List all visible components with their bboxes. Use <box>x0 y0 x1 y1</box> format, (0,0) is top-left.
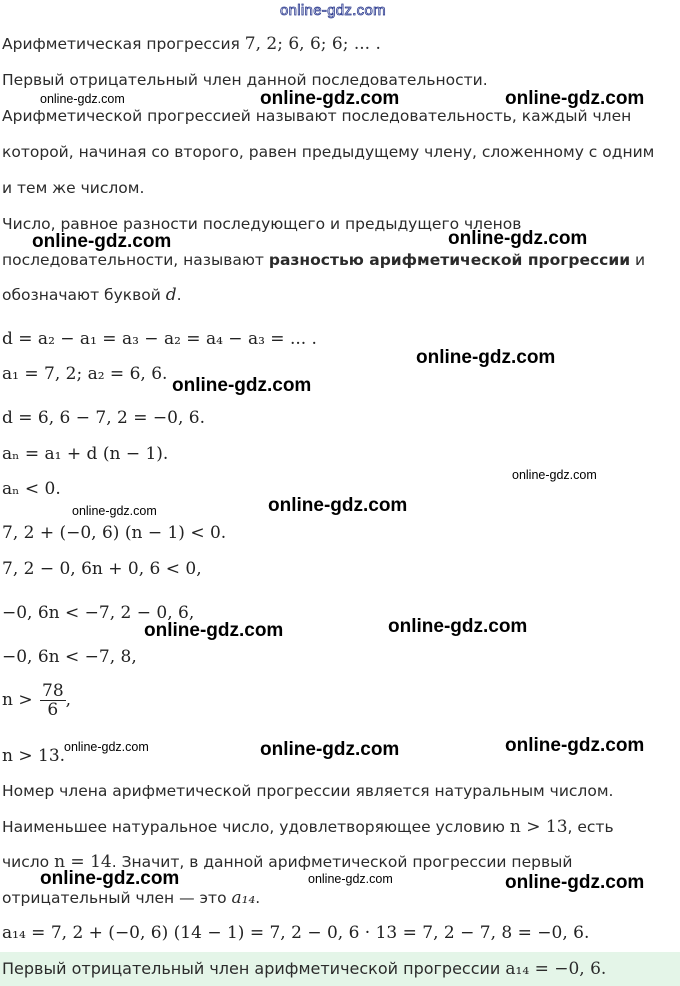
solution-step-8: −0, 6n < −7, 2 − 0, 6, <box>2 603 195 623</box>
solution-step-6: 7, 2 + (−0, 6) (n − 1) < 0. <box>2 523 227 543</box>
definition-line-1: Арифметической прогрессией называют последовательность, каждый член <box>2 107 632 125</box>
definition-line-5-post: и <box>630 251 646 269</box>
solution-step-11: n > 13. <box>2 746 66 766</box>
watermark-top: online-gdz.com <box>280 2 386 19</box>
definition-line-5 <box>2 250 645 270</box>
solution-step-10 <box>2 682 71 719</box>
conclusion-line-4-pre: отрицательный член — это <box>2 889 232 907</box>
conclusion-line-3-post: . Значит, в данной арифметической прогрессии первый <box>111 853 573 871</box>
problem-text: Арифметическая прогрессия <box>2 35 240 53</box>
definition-line-6-post: . <box>176 286 182 304</box>
watermark: online-gdz.com <box>416 347 556 368</box>
inequality-comma: , <box>65 690 72 710</box>
watermark: online-gdz.com <box>32 231 172 252</box>
watermark: online-gdz.com <box>512 468 597 482</box>
watermark: online-gdz.com <box>144 620 284 641</box>
conclusion-line-3-pre: число <box>2 853 55 871</box>
conclusion-line-1: Номер члена арифметической прогрессии является натуральным числом. <box>2 782 614 800</box>
watermark: online-gdz.com <box>505 872 645 893</box>
conclusion-line-4-post: . <box>255 889 261 907</box>
a14-term: a₁₄ <box>231 888 256 908</box>
watermark: online-gdz.com <box>40 868 180 889</box>
watermark: online-gdz.com <box>40 92 125 106</box>
watermark: online-gdz.com <box>260 88 400 109</box>
fraction-numerator: 78 <box>42 681 64 701</box>
watermark: online-gdz.com <box>172 375 312 396</box>
watermark: online-gdz.com <box>64 740 149 754</box>
answer-label: Первый отрицательный член арифметической прогрессии <box>2 959 506 978</box>
solution-step-5: aₙ < 0. <box>2 479 61 499</box>
question-text: Первый отрицательный член данной последовательности. <box>2 71 488 89</box>
conclusion-line-4 <box>2 888 260 908</box>
solution-step-4: aₙ = a₁ + d (n − 1). <box>2 444 169 464</box>
watermark: online-gdz.com <box>268 495 408 516</box>
term-difference: разностью арифметической прогрессии <box>268 251 631 269</box>
definition-line-4: Число, равное разности последующего и предыдущего членов <box>2 215 522 233</box>
fraction <box>40 682 66 719</box>
solution-step-7: 7, 2 − 0, 6n + 0, 6 < 0, <box>2 559 202 579</box>
conclusion-line-2 <box>2 817 614 837</box>
answer-value: a₁₄ = −0, 6. <box>505 959 607 979</box>
solution-step-3: d = 6, 6 − 7, 2 = −0, 6. <box>2 408 206 428</box>
answer-text <box>2 958 606 980</box>
watermark: online-gdz.com <box>388 616 528 637</box>
inequality-lhs: n > <box>2 690 33 710</box>
definition-line-3: и тем же числом. <box>2 179 145 197</box>
watermark: online-gdz.com <box>260 739 400 760</box>
definition-line-5-pre: последовательности, называют <box>2 251 269 269</box>
condition-math: n > 13 <box>509 817 568 837</box>
solution-step-2: a₁ = 7, 2; a₂ = 6, 6. <box>2 364 168 384</box>
n-equals-14: n = 14 <box>54 852 112 872</box>
watermark: online-gdz.com <box>308 872 393 886</box>
solution-step-1: d = a₂ − a₁ = a₃ − a₂ = a₄ − a₃ = ... . <box>2 329 317 349</box>
definition-line-6-pre: обозначают буквой <box>2 286 166 304</box>
watermark: online-gdz.com <box>505 735 645 756</box>
fraction-denominator: 6 <box>47 700 59 720</box>
problem-sequence: 7, 2; 6, 6; 6; ... . <box>244 34 381 54</box>
problem-statement <box>2 34 381 54</box>
variable-d: d <box>165 285 177 305</box>
watermark: online-gdz.com <box>72 504 157 518</box>
final-computation: a₁₄ = 7, 2 + (−0, 6) (14 − 1) = 7, 2 − 0, 6 · 13 = 7, 2 − 7, 8 = −0, 6. <box>2 923 590 943</box>
conclusion-line-2-pre: Наименьшее натуральное число, удовлетворяющее условию <box>2 818 510 836</box>
watermark: online-gdz.com <box>448 228 588 249</box>
definition-line-6 <box>2 285 182 305</box>
solution-step-9: −0, 6n < −7, 8, <box>2 647 137 667</box>
conclusion-line-2-post: , есть <box>567 818 614 836</box>
definition-line-2: которой, начиная со второго, равен предыдущему члену, сложенному с одним <box>2 143 655 161</box>
watermark: online-gdz.com <box>505 88 645 109</box>
